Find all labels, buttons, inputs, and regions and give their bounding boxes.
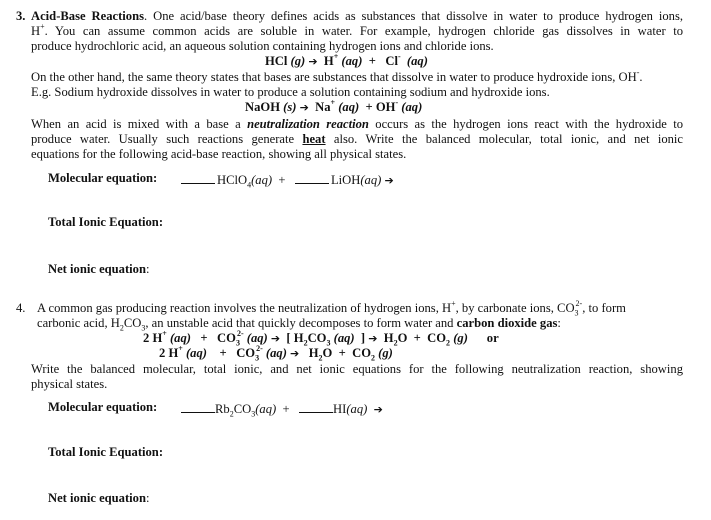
equation-token: Cl [385,54,398,68]
equation-token: 2 [229,409,234,419]
arrow-icon: ➔ [299,101,309,114]
equation-token: 3 [251,409,256,419]
molecular-equation-label: Molecular equation: [48,400,158,414]
equation-token: 2 [446,338,451,348]
equation-token: (aq) [185,346,207,360]
equation-token: , by carbonate ions, CO [455,301,575,315]
equation-token: (g) [378,346,393,360]
equation-token: + [200,331,208,345]
equation-token: . [639,70,643,84]
equation-token: - [397,51,401,61]
equation-token: 4 [247,180,252,190]
emphasis-heat: heat [302,132,326,146]
equation-token: + [278,173,286,187]
emphasis-carbon-dioxide-gas: carbon dioxide gas [456,316,558,330]
equation-token: (aq) [360,173,382,187]
total-ionic-answer-area-q4[interactable] [48,461,688,489]
equation-token: (aq) [265,346,287,360]
equation-token: + [333,51,339,61]
equation-token: 3 [141,323,146,333]
q3-neutralization-line-3: equations for the following acid-base reaction, showing all physical states. [31,147,407,161]
question-number: 3. [16,9,26,23]
equation-token: CO [233,402,252,416]
equation-token: ] [360,331,366,345]
molecular-equation-answer-area-q3[interactable] [48,186,688,212]
equation-token: - [395,97,399,107]
equation-token: : [145,491,150,505]
equation-token: Net ionic equation [48,262,146,276]
coefficient-blank-rb2co3[interactable] [181,400,215,413]
equation-token: CO [123,316,142,330]
equation-token: (aq) [401,100,423,114]
equation-token: 2 H [143,331,163,345]
section-title: Acid-Base Reactions [31,9,144,23]
equation-token: When an acid is mixed with a base a [31,117,248,131]
equation-token: 2 H [159,346,179,360]
equation-token: + [413,331,421,345]
q3-neutralization-line-1 [31,117,683,132]
equation-token: (aq) [251,173,273,187]
equation-token: 2 [119,323,124,333]
q3-base-line-2: E.g. Sodium hydroxide dissolves in water to produce a solution containing sodium and hydroxide ions. [31,85,550,99]
equation-token: + [178,343,183,353]
total-ionic-equation-label: Total Ionic Equation: [48,215,164,229]
equation-token: + [368,54,376,68]
equation-token: H [383,331,394,345]
total-ionic-answer-area-q3[interactable] [48,231,688,259]
q3-intro-line-3: produce hydrochloric acid, an aqueous solution containing hydrogen ions and chloride ions. [31,39,494,53]
net-ionic-answer-area-q3[interactable] [48,277,688,297]
equation-token: CO [236,346,256,360]
arrow-icon: ➔ [368,332,378,345]
equation-token: [ [286,331,291,345]
equation-token: Net ionic equation [48,491,146,505]
molecular-equation-answer-area-q4[interactable] [48,416,688,442]
equation-token: , an unstable acid that quickly decomposes to form water and [145,316,457,330]
equation-token: produce water. Usually such reactions generate [31,132,303,146]
equation-token: 2 [318,353,323,363]
equation-token: (aq) [333,331,355,345]
equation-token: + [219,346,227,360]
equation-token: 2 [393,338,398,348]
equation-token: + [282,402,290,416]
equation-token: occurs as the hydrogen ions react with the hydroxide to [368,117,684,131]
coefficient-blank-lioh[interactable] [295,171,329,184]
coefficient-blank-hclo4[interactable] [181,171,215,184]
equation-token: H [293,331,304,345]
equation-token: + [338,346,346,360]
equation-token: Na [315,100,331,114]
equation-token: (g) [290,54,306,68]
q3-neutralization-line-2 [31,132,683,147]
equation-token: On the other hand, the same theory states that bases are substances that dissolve in water to produce hydroxide ions, OH [31,70,637,84]
equation-token: 2- [256,343,263,353]
equation-token: . One acid/base theory defines acids as substances that dissolve in water to produce hydrogen ions, [144,9,684,23]
equation-token: A common gas producing reaction involves the neutralization of hydrogen ions, H [37,301,452,315]
equation-token: + [451,298,456,308]
equation-carbonate-neutralization-overall [159,343,393,363]
equation-carbonate-neutralization-stepwise [143,328,499,348]
equation-token: 2 [370,353,375,363]
equation-token: . You can assume common acids are soluble in water. For example, hydrogen chloride gas dissolves in water to [44,24,683,38]
equation-token: carbonic acid, H [37,316,120,330]
equation-token: (aq) [346,402,368,416]
equation-token: + [330,97,336,107]
equation-token: 3 [326,338,331,348]
q4-intro-line-1 [37,298,697,318]
equation-token: (aq) [169,331,191,345]
equation-token: HI [333,402,347,416]
question-number: 4. [16,301,26,315]
equation-token: H [31,24,41,38]
equation-token: HClO [217,173,248,187]
q4-intro-line-2 [37,316,697,331]
q3-intro-line-1 [31,9,683,24]
equation-token: CO [352,346,371,360]
equation-naoh-dissociation [245,97,423,115]
equation-token: Rb [215,402,230,416]
q3-base-line-1 [31,67,691,85]
equation-token: HCl [265,54,288,68]
equation-token: 3 [574,308,579,318]
equation-token: O [397,331,408,345]
equation-hcl-dissociation [265,51,428,69]
equation-token: + [40,21,45,31]
equation-token: or [486,331,499,345]
equation-token: also. Write the balanced molecular, total ionic, and net ionic [325,132,684,146]
total-ionic-equation-label: Total Ionic Equation: [48,445,164,459]
equation-token: H [323,54,334,68]
equation-token: CO [217,331,236,345]
net-ionic-answer-area-q4[interactable] [48,506,688,520]
equation-token: CO [307,331,327,345]
equation-token: (aq) [338,100,360,114]
emphasis-neutralization-reaction: neutralization reaction [247,117,369,131]
equation-token: 2 [303,338,308,348]
q4-molecular-equation [181,400,383,417]
arrow-icon: ➔ [384,174,394,187]
equation-token: (g) [453,331,468,345]
q4-instruction-line-2: physical states. [31,377,108,391]
equation-token: (s) [283,100,297,114]
equation-token: 2- [575,298,583,308]
net-ionic-equation-label [48,262,149,277]
equation-token: + [365,100,373,114]
q3-intro-line-2 [31,21,683,39]
q4-instruction-line-1: Write the balanced molecular, total ionic, and net ionic equations for the following neutralization reaction, showing [31,362,683,376]
equation-token: OH [375,100,396,114]
molecular-equation-label: Molecular equation: [48,171,158,185]
arrow-icon: ➔ [373,403,383,416]
equation-token: LiOH [330,173,361,187]
equation-token: 2- [236,328,244,338]
equation-token: (aq) [246,331,268,345]
equation-token: 3 [235,338,240,348]
equation-token: (aq) [341,54,363,68]
equation-token: + [162,328,167,338]
equation-token: , to form [582,301,626,315]
equation-token: (aq) [406,54,428,68]
arrow-icon: ➔ [290,347,300,360]
arrow-icon: ➔ [270,332,281,345]
equation-token: O [322,346,333,360]
coefficient-blank-hi[interactable] [299,400,333,413]
equation-token: NaOH [245,100,280,114]
net-ionic-equation-label [48,491,149,506]
equation-token: - [636,67,640,77]
equation-token: (aq) [255,402,277,416]
equation-token: H [308,346,319,360]
arrow-icon: ➔ [308,55,318,68]
equation-token: 3 [255,353,260,363]
equation-token: : [145,262,150,276]
equation-token: : [557,316,561,330]
equation-token: CO [427,331,447,345]
